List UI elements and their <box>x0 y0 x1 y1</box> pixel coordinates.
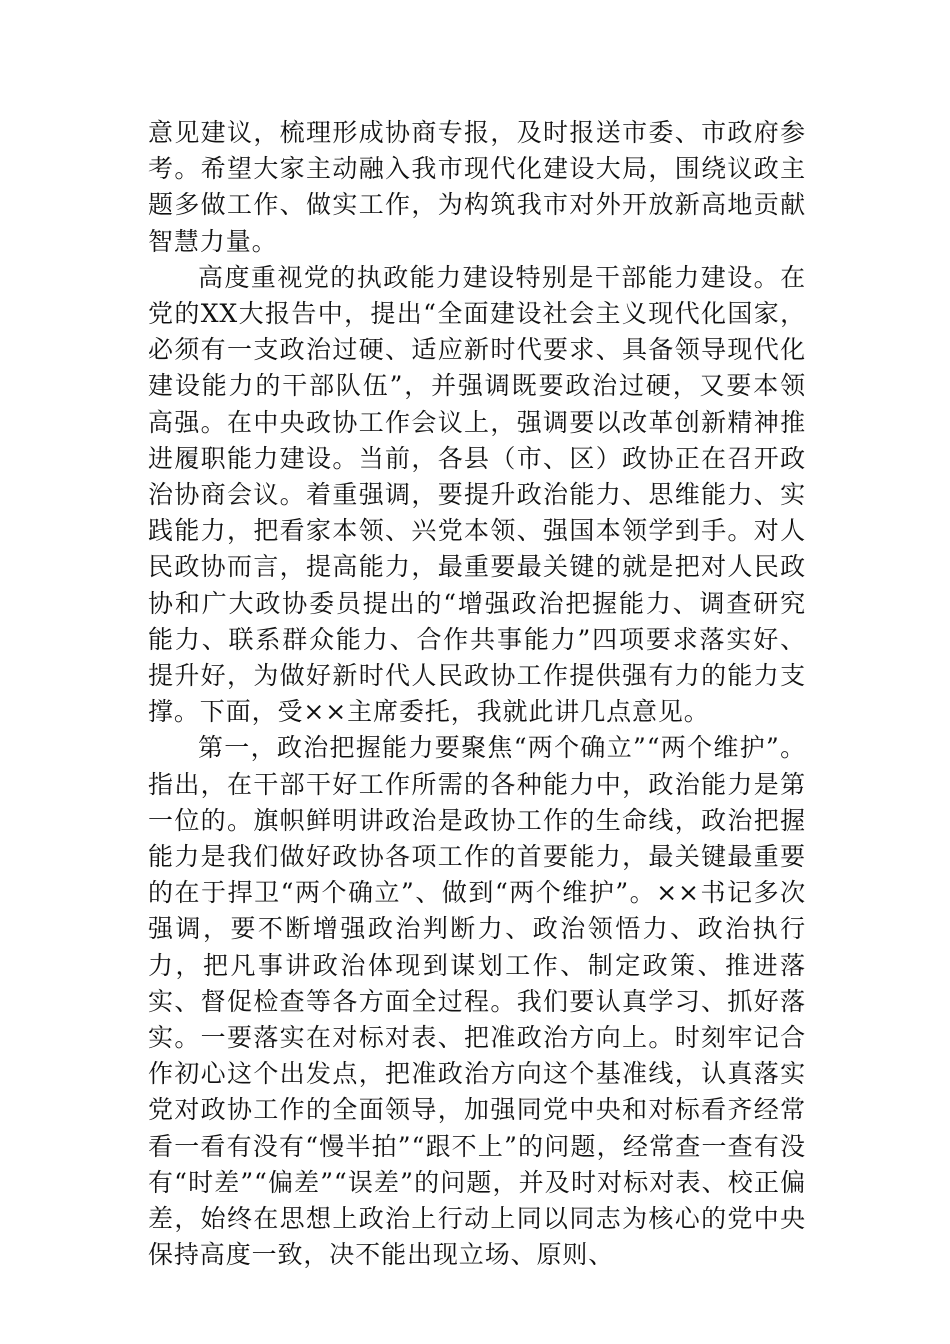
body-paragraph-2: 高度重视党的执政能力建设特别是干部能力建设。在党的XX大报告中，提出“全面建设社会主义现代化国家，必须有一支政治过硬、适应新时代要求、具备领导现代化建设能力的干部队伍”，并强调既要政治过硬，又要本领高强。在中央政协工作会议上，强调要以改革创新精神推进履职能力建设。当前，各县（市、区）政协正在召开政治协商会议。着重强调，要提升政治能力、思维能力、实践能力，把看家本领、兴党本领、强国本领学到手。对人民政协而言，提高能力，最重要最关键的就是把对人民政协和广大政协委员提出的“增强政治把握能力、调查研究能力、联系群众能力、合作共事能力”四项要求落实好、提升好，为做好新时代人民政协工作提供强有力的能力支撑。下面，受××主席委托，我就此讲几点意见。 <box>148 262 806 727</box>
body-paragraph-1: 意见建议，梳理形成协商专报，及时报送市委、市政府参考。希望大家主动融入我市现代化建设大局，围绕议政主题多做工作、做实工作，为构筑我市对外开放新高地贡献智慧力量。 <box>148 118 806 256</box>
body-paragraph-3: 第一，政治把握能力要聚焦“两个确立”“两个维护”。指出，在干部干好工作所需的各种能力中，政治能力是第一位的。旗帜鲜明讲政治是政协工作的生命线，政治把握能力是我们做好政协各项工作的首要能力，最关键最重要的在于捍卫“两个确立”、做到“两个维护”。××书记多次强调，要不断增强政治判断力、政治领悟力、政治执行力，把凡事讲政治体现到谋划工作、制定政策、推进落实、督促检查等各方面全过程。我们要认真学习、抓好落实。一要落实在对标对表、把准政治方向上。时刻牢记合作初心这个出发点，把准政治方向这个基准线，认真落实党对政协工作的全面领导，加强同党中央和对标看齐经常看一看有没有“慢半拍”“跟不上”的问题，经常查一查有没有“时差”“偏差”“误差”的问题，并及时对标对表、校正偏差，始终在思想上政治上行动上同以同志为核心的党中央保持高度一致，决不能出现立场、原则、 <box>148 733 806 1270</box>
document-page <box>148 115 806 1274</box>
